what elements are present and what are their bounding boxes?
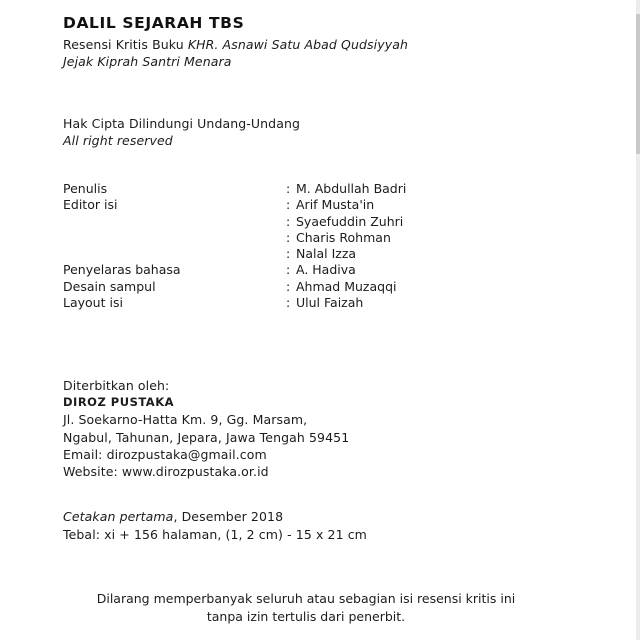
credit-separator: : (286, 262, 291, 278)
credit-separator: : (286, 278, 291, 294)
publisher-website: Website: www.dirozpustaka.or.id (63, 464, 269, 480)
notice-line-2: tanpa izin tertulis dari penerbit. (206, 608, 406, 624)
credit-name: Ahmad Muzaqqi (296, 278, 397, 294)
credit-separator: : (286, 295, 291, 311)
scrollbar-thumb[interactable] (636, 14, 640, 154)
subtitle-line-1 (63, 37, 408, 54)
copyright-line-2: All right reserved (63, 132, 173, 148)
publisher-address-2: Ngabul, Tahunan, Jepara, Jawa Tengah 59451 (63, 429, 350, 445)
publisher-info (63, 377, 349, 480)
edition-label: Cetakan pertama (63, 509, 174, 524)
book-title: DALIL SEJARAH TBS (63, 14, 245, 32)
credit-name: Ulul Faizah (296, 295, 364, 311)
credit-name: Syaefuddin Zuhri (296, 213, 404, 229)
reproduction-notice (0, 590, 612, 625)
copyright-notice (63, 116, 300, 149)
credit-role: Desain sampul (63, 278, 156, 294)
credit-role: Layout isi (63, 295, 123, 311)
credit-separator: : (286, 213, 291, 229)
edition-line (63, 508, 367, 526)
credit-separator: : (286, 229, 291, 245)
vertical-scrollbar[interactable] (636, 0, 640, 640)
publisher-address-1: Jl. Soekarno-Hatta Km. 9, Gg. Marsam, (63, 412, 308, 428)
book-dimensions: Tebal: xi + 156 halaman, (1, 2 cm) - 15 x 21 cm (63, 526, 367, 542)
subtitle-line-2: Jejak Kiprah Santri Menara (63, 53, 232, 69)
publisher-email: Email: dirozpustaka@gmail.com (63, 446, 267, 462)
credit-role: Penyelaras bahasa (63, 262, 181, 278)
printing-info (63, 508, 367, 543)
credit-role: Penulis (63, 181, 108, 196)
book-subtitle (63, 37, 408, 70)
credit-name: Arif Musta'in (296, 197, 375, 213)
credit-separator: : (286, 246, 291, 262)
notice-line-1: Dilarang memperbanyak seluruh atau sebagian isi resensi kritis ini (96, 591, 516, 606)
credit-name: A. Hadiva (296, 262, 356, 278)
credit-name: M. Abdullah Badri (296, 181, 407, 196)
credit-name: Charis Rohman (296, 229, 391, 245)
credit-role: Editor isi (63, 197, 118, 213)
edition-date: , Desember 2018 (173, 509, 284, 524)
credit-name: Nalal Izza (296, 246, 357, 262)
publisher-name: DIROZ PUSTAKA (63, 395, 175, 410)
subtitle-reviewed-book: KHR. Asnawi Satu Abad Qudsiyyah (187, 37, 408, 52)
credit-separator: : (286, 181, 291, 196)
credit-separator: : (286, 197, 291, 213)
copyright-line-1: Hak Cipta Dilindungi Undang-Undang (63, 116, 301, 131)
subtitle-prefix: Resensi Kritis Buku (63, 37, 188, 52)
publisher-label: Diterbitkan oleh: (63, 378, 170, 393)
